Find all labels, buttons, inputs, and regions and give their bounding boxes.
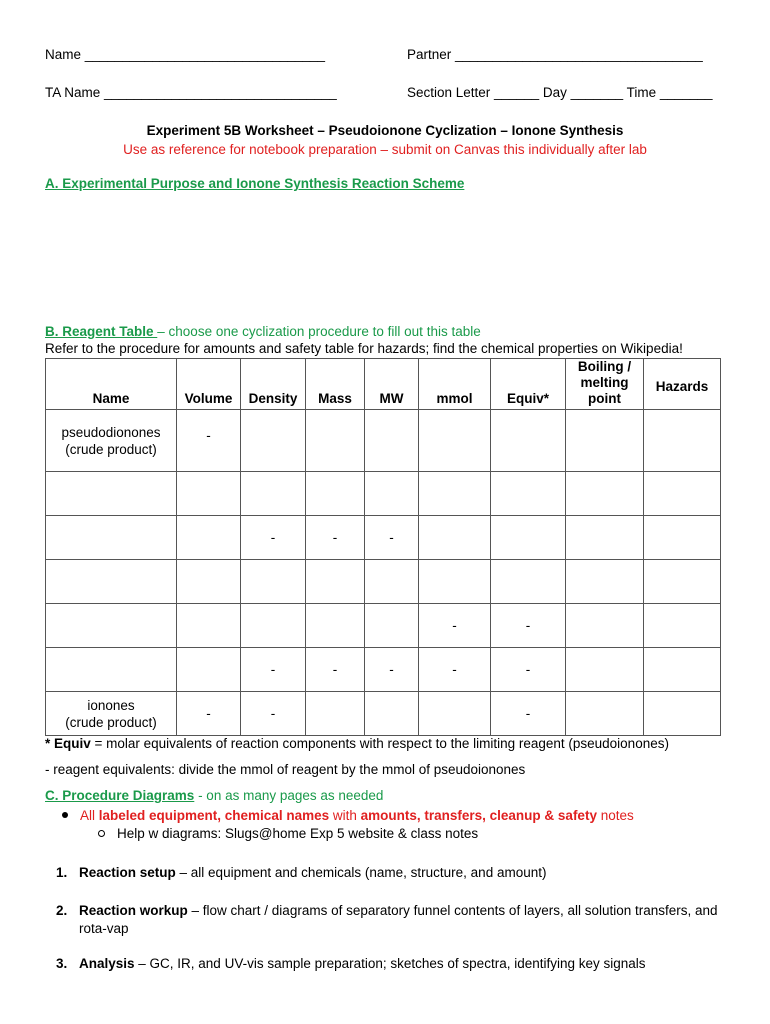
table-cell[interactable] bbox=[419, 472, 491, 516]
table-cell[interactable]: - bbox=[365, 516, 419, 560]
table-cell[interactable] bbox=[177, 604, 241, 648]
col-bp-line2: melting bbox=[580, 375, 629, 390]
bullet-text-2: labeled equipment, chemical names bbox=[98, 808, 330, 823]
section-c-heading: C. Procedure Diagrams bbox=[45, 788, 195, 803]
reagent-name-cell[interactable] bbox=[46, 472, 177, 516]
col-bp-line3: point bbox=[588, 391, 621, 406]
section-b-heading-line bbox=[45, 324, 481, 339]
table-cell[interactable] bbox=[491, 472, 566, 516]
table-cell[interactable] bbox=[419, 560, 491, 604]
table-cell[interactable]: - bbox=[365, 648, 419, 692]
table-cell[interactable] bbox=[365, 410, 419, 472]
col-volume: Volume bbox=[177, 359, 241, 410]
table-row bbox=[46, 648, 721, 692]
reagent-name-name1: ionones bbox=[87, 697, 135, 713]
step-3-title: Analysis bbox=[79, 956, 135, 971]
reagent-name-cell[interactable] bbox=[46, 560, 177, 604]
table-cell[interactable] bbox=[365, 472, 419, 516]
table-cell[interactable]: - bbox=[491, 604, 566, 648]
table-cell[interactable] bbox=[365, 560, 419, 604]
table-cell[interactable]: - bbox=[177, 692, 241, 736]
bullet-text-1: All bbox=[80, 808, 99, 823]
sub-bullet-item bbox=[98, 826, 478, 841]
section-b-heading: B. Reagent Table bbox=[45, 324, 158, 339]
bullet-dot-icon bbox=[62, 812, 68, 818]
partner-field[interactable]: Partner _________________________________ bbox=[407, 47, 703, 62]
col-boiling-point bbox=[566, 359, 644, 410]
table-cell[interactable] bbox=[644, 410, 721, 472]
table-cell[interactable] bbox=[644, 516, 721, 560]
reagent-name-cell[interactable] bbox=[46, 516, 177, 560]
table-cell[interactable] bbox=[419, 516, 491, 560]
step-2-number: 2. bbox=[56, 903, 68, 918]
table-cell[interactable] bbox=[241, 560, 306, 604]
table-cell[interactable] bbox=[241, 410, 306, 472]
table-cell[interactable]: - bbox=[306, 516, 365, 560]
table-cell[interactable] bbox=[177, 516, 241, 560]
reagent-table bbox=[45, 358, 721, 736]
col-mass: Mass bbox=[306, 359, 365, 410]
bullet-item bbox=[62, 808, 634, 823]
col-mw: MW bbox=[365, 359, 419, 410]
table-cell[interactable] bbox=[566, 692, 644, 736]
table-cell[interactable] bbox=[241, 472, 306, 516]
section-a-heading: A. Experimental Purpose and Ionone Synthesis Reaction Scheme bbox=[45, 176, 465, 191]
col-equiv: Equiv* bbox=[491, 359, 566, 410]
table-cell[interactable] bbox=[491, 410, 566, 472]
step-1-title: Reaction setup bbox=[79, 865, 176, 880]
table-cell[interactable] bbox=[419, 410, 491, 472]
reagent-name-name1: pseudodionones bbox=[61, 424, 161, 440]
table-cell[interactable]: - bbox=[419, 648, 491, 692]
step-1-number: 1. bbox=[56, 865, 68, 880]
equiv-footnote bbox=[45, 736, 669, 751]
table-cell[interactable]: - bbox=[491, 648, 566, 692]
equiv-footnote-text: = molar equivalents of reaction components with respect to the limiting reagent (pseudoionones) bbox=[90, 736, 669, 751]
reagent-equiv-note: - reagent equivalents: divide the mmol of reagent by the mmol of pseudoionones bbox=[45, 762, 526, 777]
ta-name-field[interactable]: TA Name _______________________________ bbox=[45, 85, 337, 100]
table-cell[interactable]: - bbox=[177, 410, 241, 472]
table-cell[interactable] bbox=[177, 648, 241, 692]
table-cell[interactable] bbox=[566, 472, 644, 516]
reagent-name-cell[interactable] bbox=[46, 692, 177, 736]
table-cell[interactable]: - bbox=[241, 516, 306, 560]
table-cell[interactable]: - bbox=[419, 604, 491, 648]
col-bp-line1: Boiling / bbox=[577, 359, 632, 374]
table-cell[interactable] bbox=[241, 604, 306, 648]
bullet-text-3: with bbox=[329, 808, 361, 823]
table-cell[interactable]: - bbox=[306, 648, 365, 692]
step-3 bbox=[56, 956, 646, 971]
table-row bbox=[46, 692, 721, 736]
table-cell[interactable] bbox=[644, 472, 721, 516]
section-b-heading-note: – choose one cyclization procedure to fill out this table bbox=[157, 324, 481, 339]
table-cell[interactable] bbox=[419, 692, 491, 736]
table-row bbox=[46, 516, 721, 560]
table-row bbox=[46, 560, 721, 604]
section-day-time-field[interactable]: Section Letter ______ Day _______ Time _______ bbox=[407, 85, 713, 100]
section-c-heading-note: - on as many pages as needed bbox=[194, 788, 384, 803]
reagent-name-cell[interactable] bbox=[46, 648, 177, 692]
table-cell[interactable] bbox=[306, 692, 365, 736]
step-3-number: 3. bbox=[56, 956, 68, 971]
table-cell[interactable] bbox=[306, 472, 365, 516]
sub-bullet-text: Help w diagrams: Slugs@home Exp 5 website & class notes bbox=[117, 826, 479, 841]
step-1-text: – all equipment and chemicals (name, structure, and amount) bbox=[175, 865, 547, 880]
page-title: Experiment 5B Worksheet – Pseudoionone Cyclization – Ionone Synthesis bbox=[146, 123, 624, 138]
step-3-text: – GC, IR, and UV-vis sample preparation; sketches of spectra, identifying key signals bbox=[134, 956, 646, 971]
table-cell[interactable] bbox=[644, 560, 721, 604]
table-cell[interactable] bbox=[306, 410, 365, 472]
reagent-instructions: Refer to the procedure for amounts and safety table for hazards; find the chemical properties on Wikipedia! bbox=[45, 341, 683, 356]
table-cell[interactable]: - bbox=[491, 692, 566, 736]
col-hazards: Hazards bbox=[644, 359, 721, 410]
table-cell[interactable] bbox=[644, 692, 721, 736]
step-1 bbox=[56, 865, 546, 880]
table-row bbox=[46, 410, 721, 472]
col-density: Density bbox=[241, 359, 306, 410]
section-c-heading-line bbox=[45, 788, 383, 803]
table-header-row bbox=[46, 359, 721, 410]
table-cell[interactable]: - bbox=[241, 692, 306, 736]
table-row bbox=[46, 472, 721, 516]
table-cell[interactable] bbox=[365, 692, 419, 736]
step-2-text: – flow chart / diagrams of separatory funnel contents of layers, all solution transfers, and bbox=[187, 903, 718, 918]
step-2 bbox=[56, 903, 718, 918]
name-field[interactable]: Name ________________________________ bbox=[45, 47, 326, 62]
table-row bbox=[46, 604, 721, 648]
table-cell[interactable] bbox=[306, 560, 365, 604]
table-cell[interactable]: - bbox=[241, 648, 306, 692]
table-cell[interactable] bbox=[365, 604, 419, 648]
table-cell[interactable] bbox=[566, 604, 644, 648]
table-cell[interactable] bbox=[644, 604, 721, 648]
table-cell[interactable] bbox=[644, 648, 721, 692]
equiv-footnote-term: * Equiv bbox=[45, 736, 91, 751]
bullet-text-5: notes bbox=[596, 808, 634, 823]
reagent-name-cell[interactable] bbox=[46, 410, 177, 472]
table-cell[interactable] bbox=[566, 516, 644, 560]
reagent-name-name2: (crude product) bbox=[65, 714, 157, 730]
table-cell[interactable] bbox=[566, 560, 644, 604]
col-name: Name bbox=[46, 359, 177, 410]
step-2-title: Reaction workup bbox=[79, 903, 188, 918]
reagent-name-name2: (crude product) bbox=[65, 441, 157, 457]
table-cell[interactable] bbox=[566, 410, 644, 472]
table-cell[interactable] bbox=[491, 516, 566, 560]
table-cell[interactable] bbox=[491, 560, 566, 604]
table-cell[interactable] bbox=[306, 604, 365, 648]
table-cell[interactable] bbox=[177, 472, 241, 516]
step-2-continued: rota-vap bbox=[79, 921, 129, 936]
bullet-text-4: amounts, transfers, cleanup & safety bbox=[360, 808, 597, 823]
page-subtitle: Use as reference for notebook preparation – submit on Canvas this individually after lab bbox=[123, 142, 647, 157]
table-cell[interactable] bbox=[566, 648, 644, 692]
table-cell[interactable] bbox=[177, 560, 241, 604]
col-mmol: mmol bbox=[419, 359, 491, 410]
sub-bullet-circle-icon bbox=[98, 830, 105, 837]
reagent-name-cell[interactable] bbox=[46, 604, 177, 648]
